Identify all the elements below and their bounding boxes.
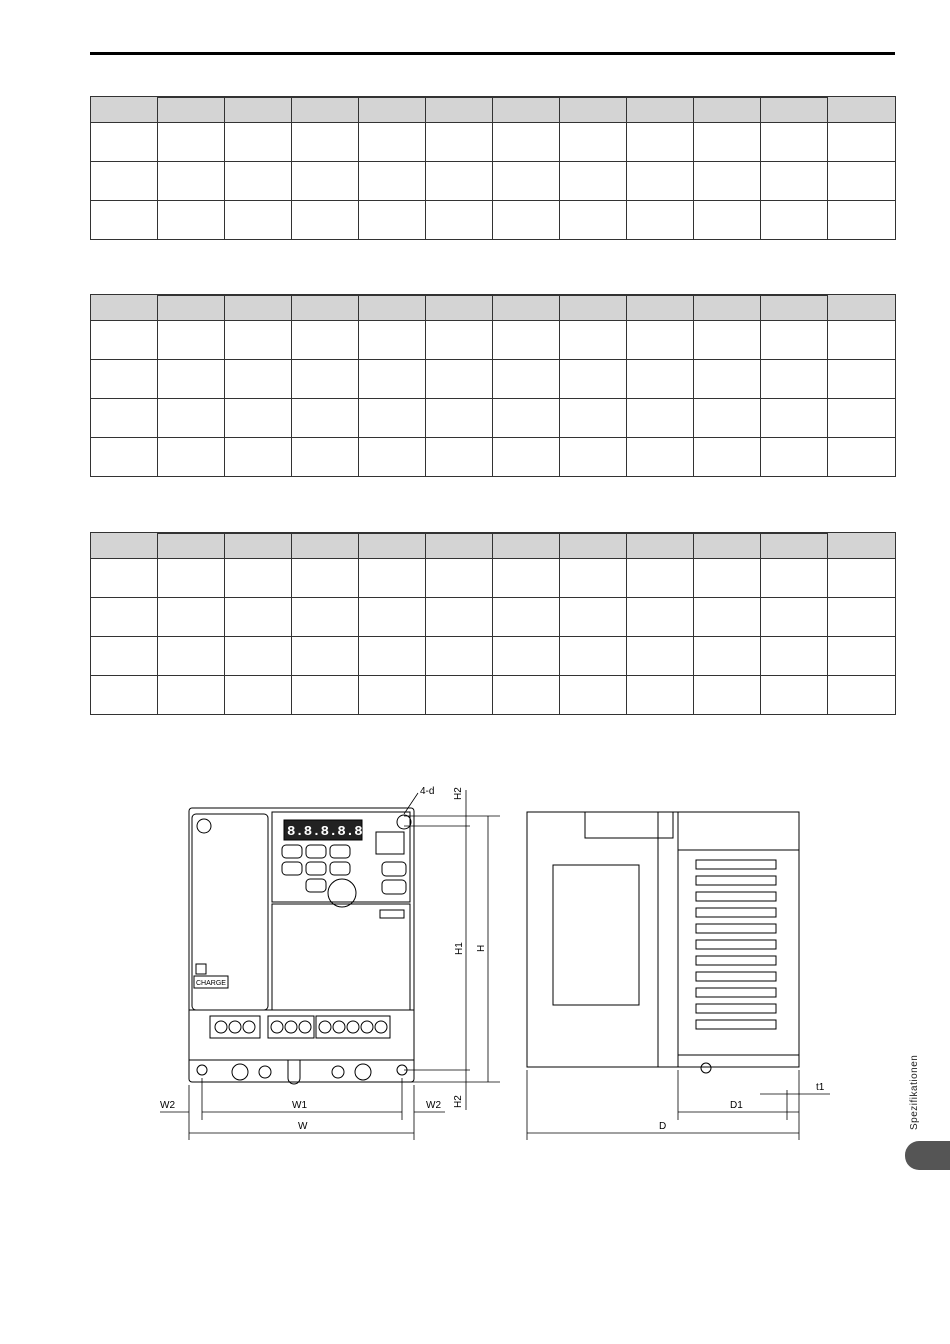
label-w2-right: W2 [426,1100,441,1111]
label-h2-top: H2 [453,787,464,800]
section-tab[interactable] [905,1141,950,1170]
dimension-labels [160,786,825,1132]
mount-hole-top-left [197,819,211,833]
display-digits: 8.8.8.8.8. [287,824,372,840]
mount-hole-bottom-left [197,1065,207,1075]
label-w2-left: W2 [160,1100,175,1111]
label-d1: D1 [730,1100,743,1111]
label-h1: H1 [454,942,465,955]
label-w: W [298,1121,308,1132]
heatsink-fins [696,860,776,1029]
label-w1: W1 [292,1100,307,1111]
label-t1: t1 [816,1082,825,1093]
usb-port [376,832,404,854]
mount-hole-top-right [397,815,411,829]
section-tab-label: Spezifikationen [909,1054,920,1130]
label-charge: CHARGE [196,980,226,987]
terminal-block [189,1010,414,1060]
label-h: H [476,944,487,952]
dial-knob [328,879,356,907]
side-cover [553,865,639,1005]
label-d: D [659,1121,667,1132]
ground-icon-right [332,1066,344,1078]
ground-screw-right [355,1064,371,1080]
label-4d: 4-d [420,786,435,797]
ground-screw-left [232,1064,248,1080]
front-cover [272,904,410,1010]
ground-icon-left [259,1066,271,1078]
label-h2-bottom: H2 [453,1095,464,1108]
